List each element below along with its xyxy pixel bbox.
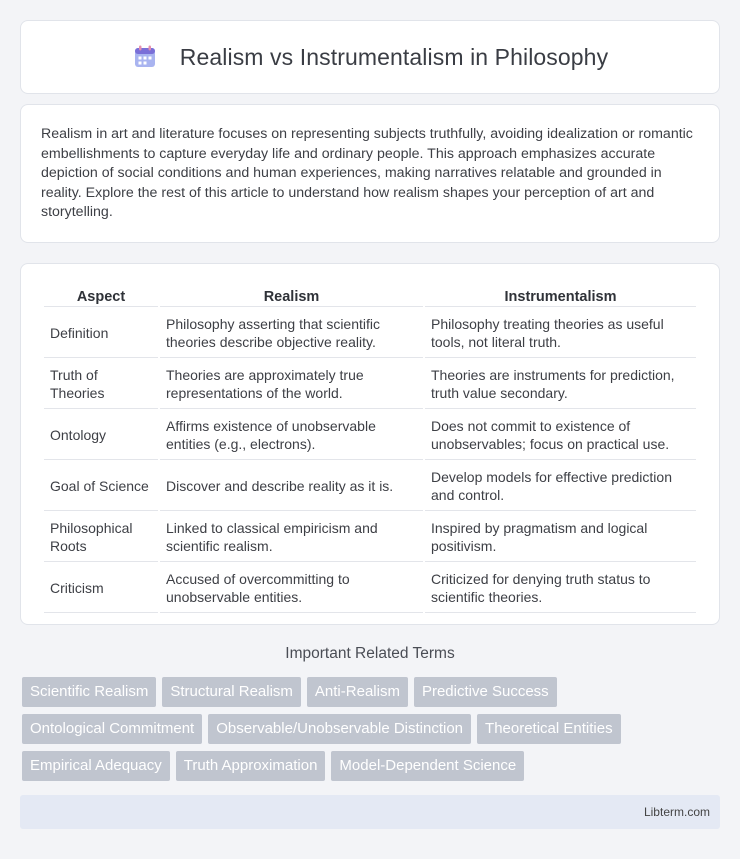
table-row bbox=[44, 411, 696, 460]
table-cell-aspect: Criticism bbox=[44, 564, 158, 613]
footer-site-link[interactable]: Libterm.com bbox=[643, 805, 710, 819]
related-term-tag[interactable]: Predictive Success bbox=[414, 677, 557, 707]
intro-card bbox=[20, 104, 720, 243]
table-cell-instrumentalism: Philosophy treating theories as useful tools, not literal truth. bbox=[425, 309, 696, 358]
table-row bbox=[44, 462, 696, 511]
table-cell-realism: Linked to classical empiricism and scientific realism. bbox=[160, 513, 423, 562]
header-card bbox=[20, 20, 720, 94]
table-row bbox=[44, 564, 696, 613]
table-row bbox=[44, 360, 696, 409]
table-cell-realism: Discover and describe reality as it is. bbox=[160, 462, 423, 511]
page-title: Realism vs Instrumentalism in Philosophy bbox=[179, 43, 609, 70]
column-header-aspect: Aspect bbox=[44, 286, 158, 307]
table-cell-aspect: Truth of Theories bbox=[44, 360, 158, 409]
table-cell-instrumentalism: Theories are instruments for prediction, truth value secondary. bbox=[425, 360, 696, 409]
related-term-tag[interactable]: Truth Approximation bbox=[176, 751, 326, 781]
table-cell-aspect: Goal of Science bbox=[44, 462, 158, 511]
table-cell-instrumentalism: Does not commit to existence of unobservables; focus on practical use. bbox=[425, 411, 696, 460]
related-terms-list bbox=[22, 677, 722, 781]
comparison-table-card bbox=[20, 263, 720, 625]
table-cell-aspect: Definition bbox=[44, 309, 158, 358]
table-cell-realism: Theories are approximately true representations of the world. bbox=[160, 360, 423, 409]
related-term-tag[interactable]: Empirical Adequacy bbox=[22, 751, 170, 781]
table-cell-aspect: Philosophical Roots bbox=[44, 513, 158, 562]
table-cell-realism: Philosophy asserting that scientific theories describe objective reality. bbox=[160, 309, 423, 358]
table-cell-realism: Accused of overcommitting to unobservable entities. bbox=[160, 564, 423, 613]
related-term-tag[interactable]: Observable/Unobservable Distinction bbox=[208, 714, 471, 744]
table-cell-realism: Affirms existence of unobservable entities (e.g., electrons). bbox=[160, 411, 423, 460]
column-header-instrumentalism: Instrumentalism bbox=[425, 286, 696, 307]
footer bbox=[20, 795, 720, 829]
related-term-tag[interactable]: Ontological Commitment bbox=[22, 714, 202, 744]
column-header-realism: Realism bbox=[160, 286, 423, 307]
related-term-tag[interactable]: Anti-Realism bbox=[307, 677, 408, 707]
related-term-tag[interactable]: Scientific Realism bbox=[22, 677, 156, 707]
intro-paragraph: Realism in art and literature focuses on representing subjects truthfully, avoiding idealization or romantic embellishments to capture everyday life and ordinary people. This approach emphasizes accurate depiction of social conditions and human experiences, making narratives relatable and grounded in reality. Explore the rest of this article to understand how realism shapes your perception of art and storytelling. bbox=[41, 126, 693, 221]
comparison-table bbox=[42, 284, 698, 615]
related-term-tag[interactable]: Theoretical Entities bbox=[477, 714, 621, 744]
table-cell-instrumentalism: Develop models for effective prediction and control. bbox=[425, 462, 696, 511]
table-row bbox=[44, 309, 696, 358]
table-row bbox=[44, 513, 696, 562]
calendar-icon bbox=[132, 44, 158, 70]
table-cell-aspect: Ontology bbox=[44, 411, 158, 460]
table-header-row bbox=[44, 286, 696, 307]
table-cell-instrumentalism: Inspired by pragmatism and logical positivism. bbox=[425, 513, 696, 562]
related-terms-title: Important Related Terms bbox=[285, 645, 455, 662]
table-cell-instrumentalism: Criticized for denying truth status to scientific theories. bbox=[425, 564, 696, 613]
related-term-tag[interactable]: Structural Realism bbox=[162, 677, 301, 707]
related-term-tag[interactable]: Model-Dependent Science bbox=[331, 751, 524, 781]
